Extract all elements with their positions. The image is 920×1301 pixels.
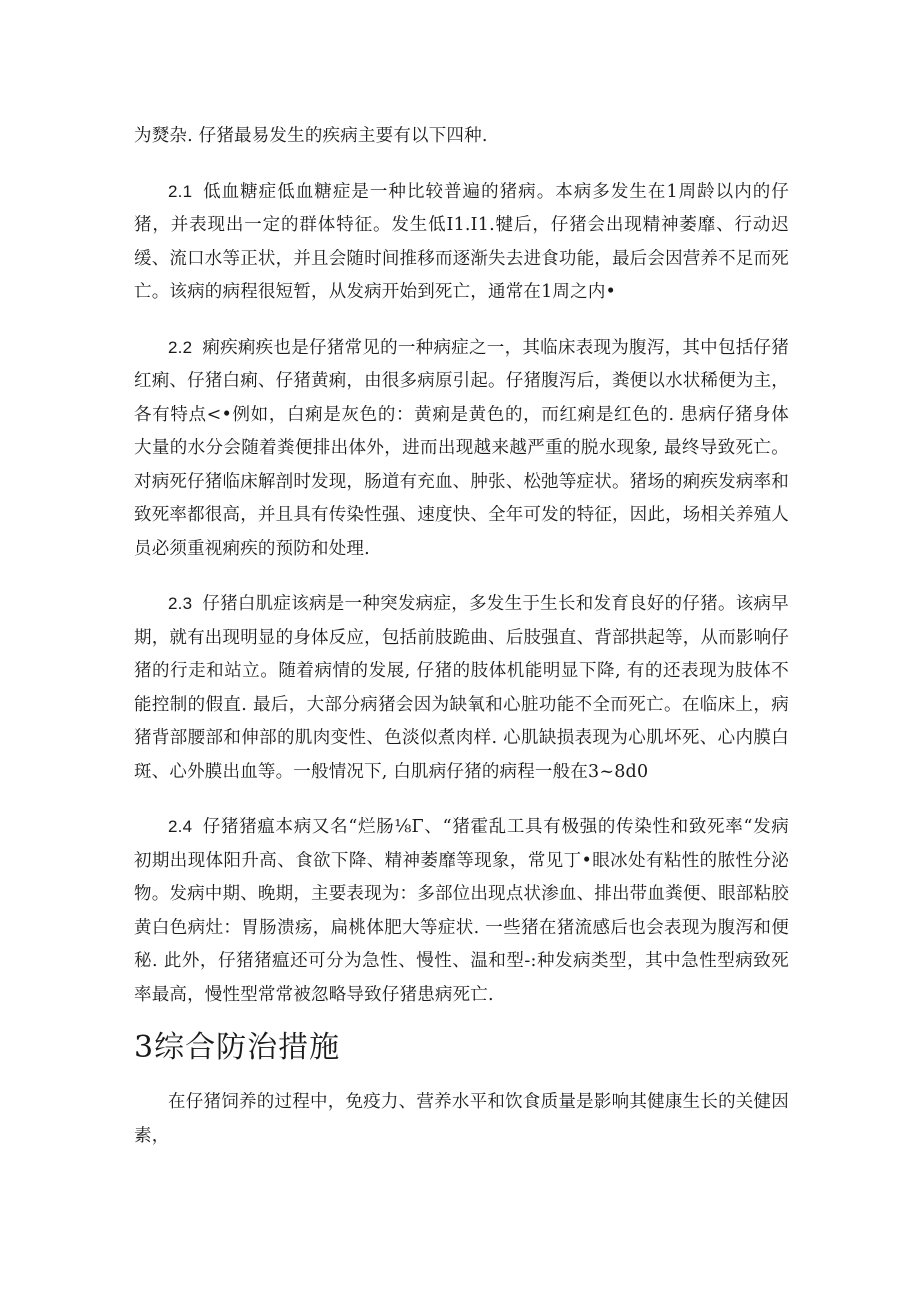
section-2-2-paragraph xyxy=(134,331,789,567)
section-2-3-number: 2.3 xyxy=(168,594,193,613)
document-body xyxy=(134,120,789,1153)
section-2-4-number: 2.4 xyxy=(168,817,193,836)
section-2-1-text: 低血糖症低血糖症是一种比较普遍的猪病。本病多发生在1周龄以内的仔猪，并表现出一定的群体特征。发生低I1.I1.犍后，仔猪会出现精神萎靡、行动迟缓、流口水等正状，并且会随时间推移而逐渐失去进食功能，最后会因营养不足而死亡。该病的病程很短暂，从发病开始到死亡，通常在1周之内• xyxy=(134,181,789,302)
section-3-heading: 3综合防治措施 xyxy=(134,1030,341,1065)
section-2-4-paragraph xyxy=(134,810,789,1012)
section-2-4-text: 仔猪猪瘟本病又名“烂肠⅛Γ、“猪霍乱工具有极强的传染性和致死率“发病初期出现体阳升高、食欲下降、精神萎靡等现象，常见丁•眼冰处有粘性的脓性分泌物。发病中期、晚期，主要表现为：多部位出现点状渗血、排出带血粪便、眼部粘胶黄白色病灶：胃肠溃疡，扁桃体肥大等症状. 一些猪在猪流感后也会表现为腹泻和便秘. 此外，仔猪猪瘟还可分为急性、慢性、温和型-:种发病类型，其中急性型病致死率最高，慢性型常常被忽略导致仔猪患病死亡. xyxy=(134,817,789,1005)
intro-paragraph: 为燹杂. 仔猪最易发生的疾病主要有以下四种. xyxy=(134,126,488,146)
section-2-2-text: 痢疾痢疾也是仔猪常见的一种病症之一，其临床表现为腹泻，其中包括仔猪红痢、仔猪白痢、仔猪黄痢，由很多病原引起。仔猪腹泻后，粪便以水状稀便为主，各有特点<•例如，白痢是灰色的：黄痢是黄色的，而红痢是红色的. 患病仔猪身体大量的水分会随着粪便排出体外，进而出现越来越严重的脱水现象, 最终导致死亡。对病死仔猪临床解剖时发现，肠道有充血、肿张、松弛等症状。猪场的痢疾发病率和致死率都很高，并且具有传染性强、速度快、全年可发的特征，因此，场相关养殖人员必须重视痢疾的预防和处理. xyxy=(134,337,789,559)
section-2-1-number: 2.1 xyxy=(168,181,193,201)
section-3-paragraph: 在仔猪饲养的过程中，免疫力、营养水平和饮食质量是影响其健康生长的关健因素， xyxy=(134,1092,789,1146)
section-2-1-paragraph xyxy=(134,175,789,310)
section-2-3-text: 仔猪白肌症该病是一种突发病症，多发生于生长和发育良好的仔猪。该病早期，就有出现明显的身体反应，包括前肢跪曲、后肢强直、背部拱起等，从而影响仔猪的行走和站立。随着病情的发展, 仔猪的肢体机能明显下降, 有的还表现为肢体不能控制的假直. 最后，大部分病猪会因为缺氧和心脏功能不全而死亡。在临床上，病猪背部腰部和伸部的肌肉变性、色淡似煮肉样. 心肌缺损表现为心肌坏死、心内膜白斑、心外膜出血等。一般情况下, 白肌病仔猪的病程一般在3~8d0 xyxy=(134,594,789,782)
section-2-3-paragraph xyxy=(134,587,789,789)
section-2-2-number: 2.2 xyxy=(168,337,193,357)
